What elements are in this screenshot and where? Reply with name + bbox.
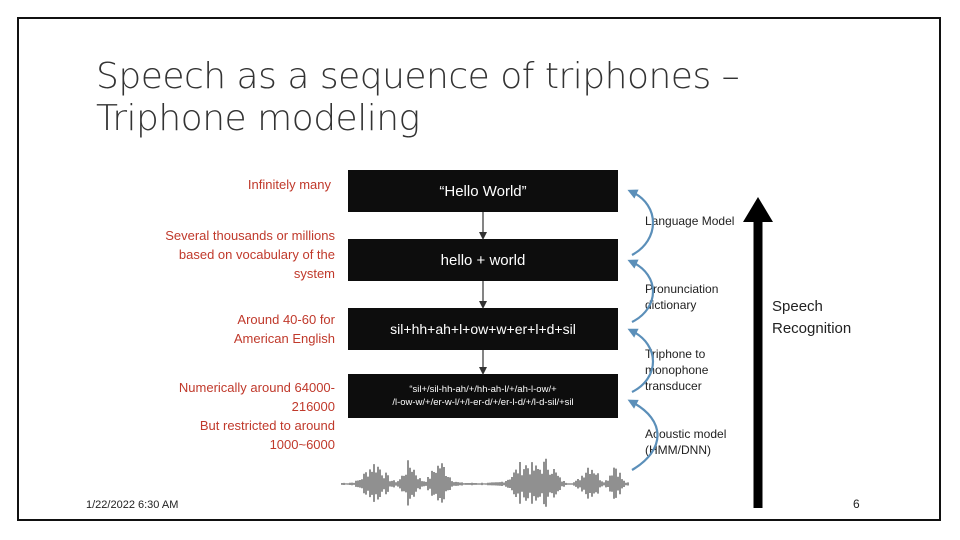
title-line-2: Triphone modeling (96, 98, 420, 139)
note-numerically-around: Numerically around 64000-216000 But restricted to around 1000~6000 (178, 380, 335, 452)
footer-date: 1/22/2022 6:30 AM (86, 499, 179, 511)
box-hello-plus-world-text: hello + world (440, 251, 526, 269)
footer-page-number: 6 (853, 497, 860, 511)
curve-arrow-acoustic (632, 402, 658, 470)
box-hello-world-quoted-text: “Hello World” (439, 182, 527, 200)
box-phone-sequence-text: sil+hh+ah+l+ow+w+er+l+d+sil (390, 321, 576, 337)
box-triphone-sequence-text: “sil+/sil-hh-ah/+/hh-ah-l/+/ah-l-ow/+ /l-ow-w/+/er-w-l/+/l-er-d/+/er-l-d/+/l-d-sil/+sil (392, 384, 574, 408)
label-acoustic-model: Acoustic model (HMM/DNN) (645, 427, 727, 457)
label-pronunciation-dictionary: Pronunciation dictionary (645, 282, 719, 312)
note-several-thousands: Several thousands or millions based on vocabulary of the system (165, 228, 335, 281)
note-infinitely-many: Infinitely many (247, 177, 331, 192)
curve-arrow-language-model (632, 192, 653, 255)
label-speech-recognition: Speech Recognition (772, 298, 852, 337)
note-around-40-60: Around 40-60 for American English (233, 312, 335, 346)
speech-recognition-arrowhead (743, 197, 773, 222)
curve-arrow-triphone (632, 331, 653, 392)
curve-arrow-pronunciation (632, 262, 653, 322)
title-line-1: Speech as a sequence of triphones – (96, 56, 740, 97)
label-triphone-to-monophone: Triphone to monophone transducer (645, 347, 709, 393)
label-language-model: Language Model (645, 214, 735, 228)
speech-waveform (342, 459, 628, 507)
